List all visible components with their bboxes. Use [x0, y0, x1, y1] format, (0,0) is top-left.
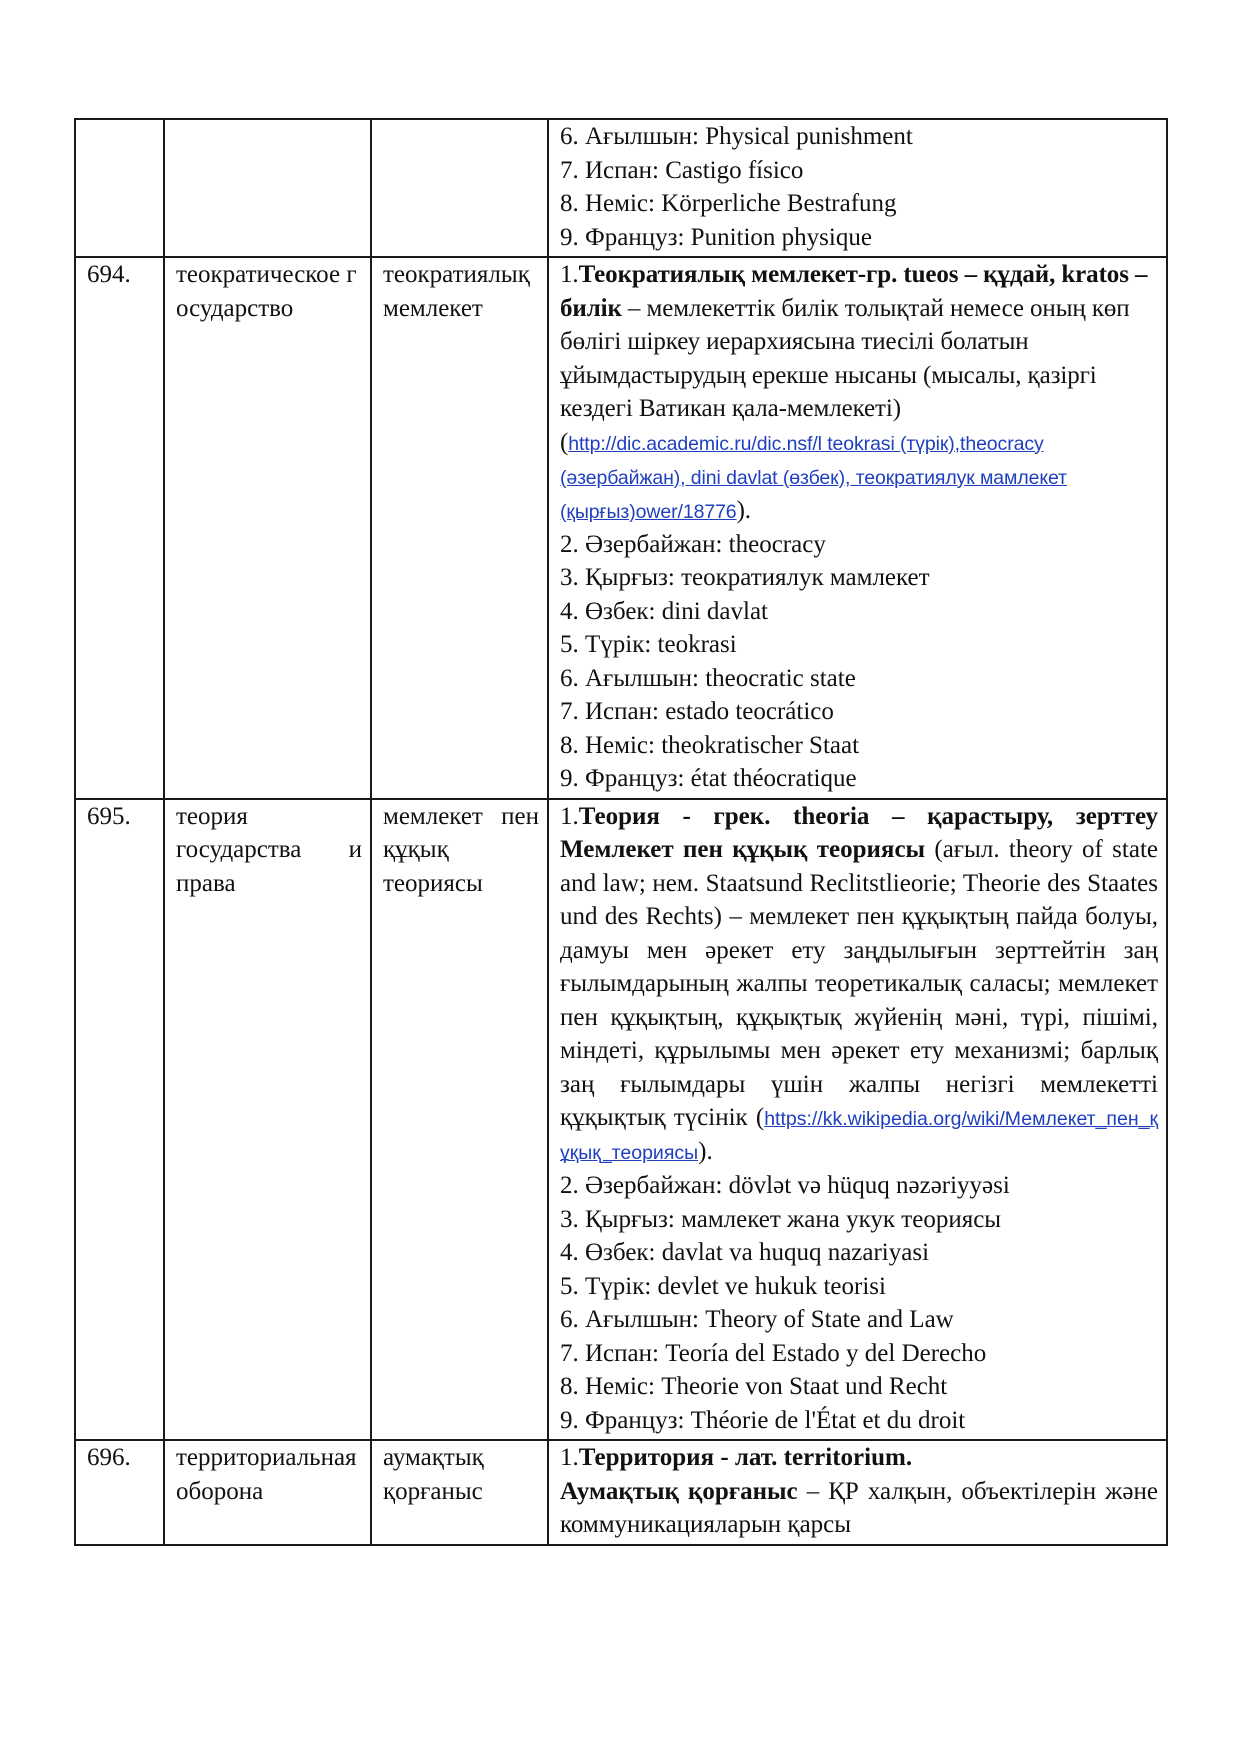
translation-line: 3. Қырғыз: теократиялук мамлекет [560, 564, 930, 591]
document-page [74, 118, 1166, 1546]
table-row [75, 1440, 1167, 1545]
definition-title: 1.Территория - лат. territorium. [560, 1444, 913, 1471]
translation-line: 4. Өзбек: davlat va huquq nazariyasi [560, 1239, 930, 1266]
entry-number [75, 119, 164, 257]
translation-line: 6. Ағылшын: theocratic state [560, 664, 856, 692]
translation-line: 8. Неміс: Körperliche Bestrafung [560, 190, 897, 217]
definition-text: 1.Теократиялық мемлекет-гр. tueos – құдай, kratos – билік – мемлекеттік билік толықтай немесе оның көп бөлігі шіркеу иерархиясына тиесілі болатын ұйымдастырудың ерекше нысаны (мысалы, қазіргі кездегі Ватикан қала-мемлекеті) (http://dic.academic.ru/dic.nsf/l teokrasi (түрік),theocracy (әзербайжан), dini davlat (өзбек), теократиялук мамлекет (қырғыз)ower/18776). [560, 261, 1148, 524]
translation-line: 6. Ағылшын: Theory of State and Law [560, 1306, 954, 1333]
definition-heading: Теократиялық мемлекет-гр. tueos – құдай, kratos – билік [560, 261, 1148, 322]
definition-subheading: Аумақтық қорғаныс [560, 1477, 798, 1505]
translation-line: 6. Ағылшын: Physical punishment [560, 123, 913, 150]
translation-line: 8. Неміс: Theorie von Staat und Recht [560, 1373, 948, 1400]
table-row [75, 799, 1167, 1441]
definition-cell [548, 257, 1167, 799]
definition-heading: Теория - грек. theoria – қарастыру, зерттеу Мемлекет пен құқық теориясы [560, 802, 1158, 863]
term-russian [164, 119, 371, 257]
table-row [75, 119, 1167, 257]
translation-line: 7. Испан: Castigo físico [560, 156, 804, 184]
source-link[interactable]: http://dic.academic.ru/dic.nsf/l teokrasi (түрік),theocracy (әзербайжан), dini davlat (өзбек), теократиялук мамлекет (қырғыз)ower/18776 [560, 432, 1067, 523]
entry-number: 695. [75, 799, 164, 1441]
entry-number: 694. [75, 257, 164, 799]
translation-line: 7. Испан: Teoría del Estado y del Derecho [560, 1339, 987, 1367]
translation-line: 5. Түрік: teokrasi [560, 631, 737, 658]
definition-cell [548, 1440, 1167, 1545]
translation-line: 9. Француз: Théorie de l'État et du droit [560, 1406, 966, 1434]
term-kazakh [371, 119, 548, 257]
translation-line: 2. Әзербайжан: dövlət və hüquq nəzəriyyəsi [560, 1172, 1010, 1199]
definition-text: Аумақтық қорғаныс – ҚР халқын, объектілерін және коммуникацияларын қарсы [560, 1477, 1158, 1538]
terms-table [74, 118, 1168, 1546]
definition-text: 1.Теория - грек. theoria – қарастыру, зерттеу Мемлекет пен құқық теориясы (ағыл. theory of state and law; нем. Staatsund Reclitstlieorie; Theorie des Staates und des Rechts) – мемлекет пен құқықтың пайда болуы, дамуы мен әрекет ету заңдылығын зерттейтін заң ғылымдарының жалпы теоретикалық саласы; мемлекет пен құқықтың, құқықтық жүйенің мәні, түрі, пішімі, міндеті, құрылымы мен әрекет ету механизмі; барлық заң ғылымдары үшін жалпы негізгі мемлекетті құқықтық түсінік (https://kk.wikipedia.org/wiki/Мемлекет_пен_құқық_теориясы). [560, 802, 1158, 1165]
term-russian: теократическое государство [164, 257, 371, 799]
translation-line: 2. Әзербайжан: theocracy [560, 530, 826, 558]
translation-line: 9. Француз: Punition physique [560, 223, 872, 251]
translation-line: 9. Француз: état théocratique [560, 765, 857, 792]
translation-line: 3. Қырғыз: мамлекет жана укук теориясы [560, 1205, 1002, 1233]
term-russian: теория государства и права [164, 799, 371, 1441]
translation-line: 4. Өзбек: dini davlat [560, 597, 768, 625]
source-link[interactable]: https://kk.wikipedia.org/wiki/Мемлекет_пен_құқық_теориясы [560, 1108, 1158, 1164]
term-kazakh: аумақтық қорғаныс [371, 1440, 548, 1545]
term-kazakh: теократиялық мемлекет [371, 257, 548, 799]
translation-line: 8. Неміс: theokratischer Staat [560, 731, 860, 759]
table-row [75, 257, 1167, 799]
translation-line: 5. Түрік: devlet ve hukuk teorisi [560, 1272, 886, 1300]
term-kazakh: мемлекет пен құқық теориясы [371, 799, 548, 1441]
definition-cell [548, 799, 1167, 1441]
definition-heading: Территория - лат. territorium. [578, 1444, 913, 1471]
definition-cell [548, 119, 1167, 257]
term-russian: территориальная оборона [164, 1440, 371, 1545]
entry-number: 696. [75, 1440, 164, 1545]
translation-line: 7. Испан: estado teocrático [560, 698, 834, 725]
